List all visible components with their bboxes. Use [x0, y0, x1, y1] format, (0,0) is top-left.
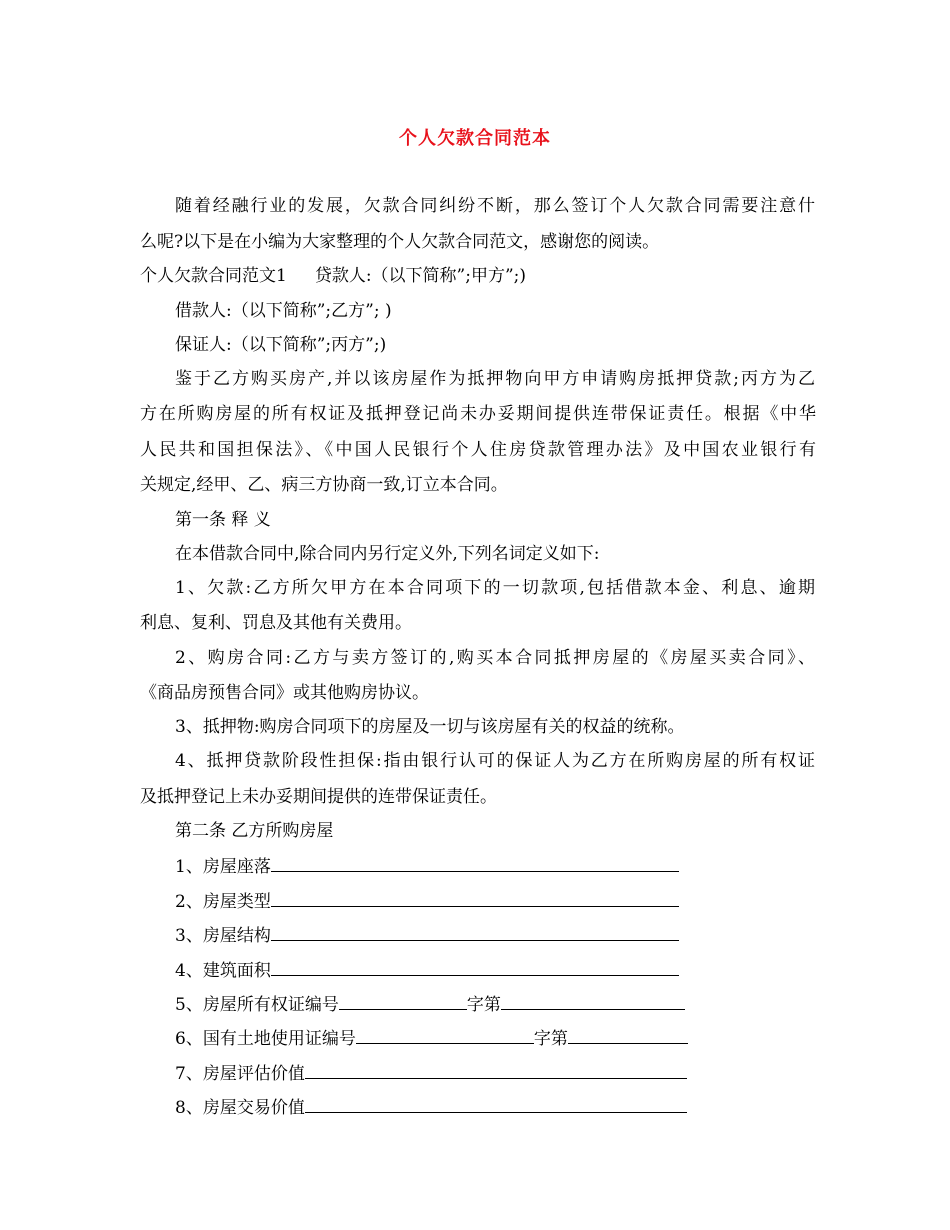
definition-4-line-2: 及抵押登记上未办妥期间提供的连带保证责任。: [140, 787, 497, 807]
definition-1-line-2: 利息、复利、罚息及其他有关费用。: [140, 613, 412, 633]
lender-line: 贷款人:（以下简称”;甲方”;): [314, 266, 527, 286]
intro-line-2: 么呢?以下是在小编为大家整理的个人欠款合同范文，感谢您的阅读。: [140, 232, 660, 252]
blank-line: [271, 889, 679, 907]
sample-heading: 个人欠款合同范文1: [140, 266, 287, 286]
blank-line: [271, 854, 679, 872]
field-house-structure: [175, 923, 815, 947]
guarantor-line: 保证人:（以下简称”;丙方”;): [175, 335, 387, 355]
preamble-line-1: 鉴于乙方购买房产,并以该房屋作为抵押物向甲方申请购房抵押贷款;丙方为乙: [175, 369, 815, 389]
definition-2-line-1: 2、购房合同:乙方与卖方签订的,购买本合同抵押房屋的《房屋买卖合同》、: [175, 648, 815, 668]
field-label: 4、建筑面积: [175, 961, 271, 981]
blank-line: [339, 992, 467, 1010]
blank-line: [501, 992, 685, 1010]
blank-line: [305, 1095, 687, 1113]
field-label: 1、房屋座落: [175, 857, 271, 877]
field-label: 7、房屋评估价值: [175, 1064, 305, 1084]
definition-1-line-1: 1、欠款:乙方所欠甲方在本合同项下的一切款项,包括借款本金、利息、逾期: [175, 578, 815, 598]
field-label: 字第: [466, 995, 501, 1015]
blank-line: [271, 958, 679, 976]
intro-line-1: 随着经融行业的发展，欠款合同纠纷不断，那么签订个人欠款合同需要注意什: [175, 196, 815, 216]
sample-heading-row: [140, 265, 816, 287]
article-1-heading: 第一条 释 义: [175, 510, 271, 530]
field-land-certificate: [175, 1026, 815, 1050]
definition-4-line-1: 4、抵押贷款阶段性担保:指由银行认可的保证人为乙方在所购房屋的所有权证: [175, 751, 815, 771]
field-label: 5、房屋所有权证编号: [175, 995, 339, 1015]
field-ownership-certificate: [175, 992, 815, 1016]
article-1-lead: 在本借款合同中,除合同内另行定义外,下列名词定义如下:: [175, 544, 600, 564]
definition-2-line-2: 《商品房预售合同》或其他购房协议。: [140, 683, 429, 703]
field-label: 8、房屋交易价值: [175, 1098, 305, 1118]
field-floor-area: [175, 958, 815, 982]
field-appraised-value: [175, 1061, 815, 1085]
field-label: 2、房屋类型: [175, 892, 271, 912]
field-label: 字第: [533, 1029, 568, 1049]
field-house-location: [175, 854, 815, 878]
preamble-line-4: 关规定,经甲、乙、病三方协商一致,订立本合同。: [140, 475, 508, 495]
field-label: 3、房屋结构: [175, 926, 271, 946]
field-transaction-value: [175, 1095, 815, 1119]
field-house-type: [175, 889, 815, 913]
blank-line: [305, 1061, 687, 1079]
blank-line: [271, 923, 679, 941]
field-label: 6、国有土地使用证编号: [175, 1029, 356, 1049]
preamble-line-3: 人民共和国担保法》、《中国人民银行个人住房贷款管理办法》及中国农业银行有: [140, 440, 816, 460]
document-title: 个人欠款合同范本: [399, 128, 551, 149]
article-2-heading: 第二条 乙方所购房屋: [175, 821, 334, 841]
borrower-line: 借款人:（以下简称”;乙方”; ): [175, 301, 392, 321]
definition-3: 3、抵押物:购房合同项下的房屋及一切与该房屋有关的权益的统称。: [175, 717, 685, 737]
preamble-line-2: 方在所购房屋的所有权证及抵押登记尚未办妥期间提供连带保证责任。根据《中华: [140, 404, 816, 424]
blank-line: [356, 1026, 534, 1044]
blank-line: [568, 1026, 688, 1044]
